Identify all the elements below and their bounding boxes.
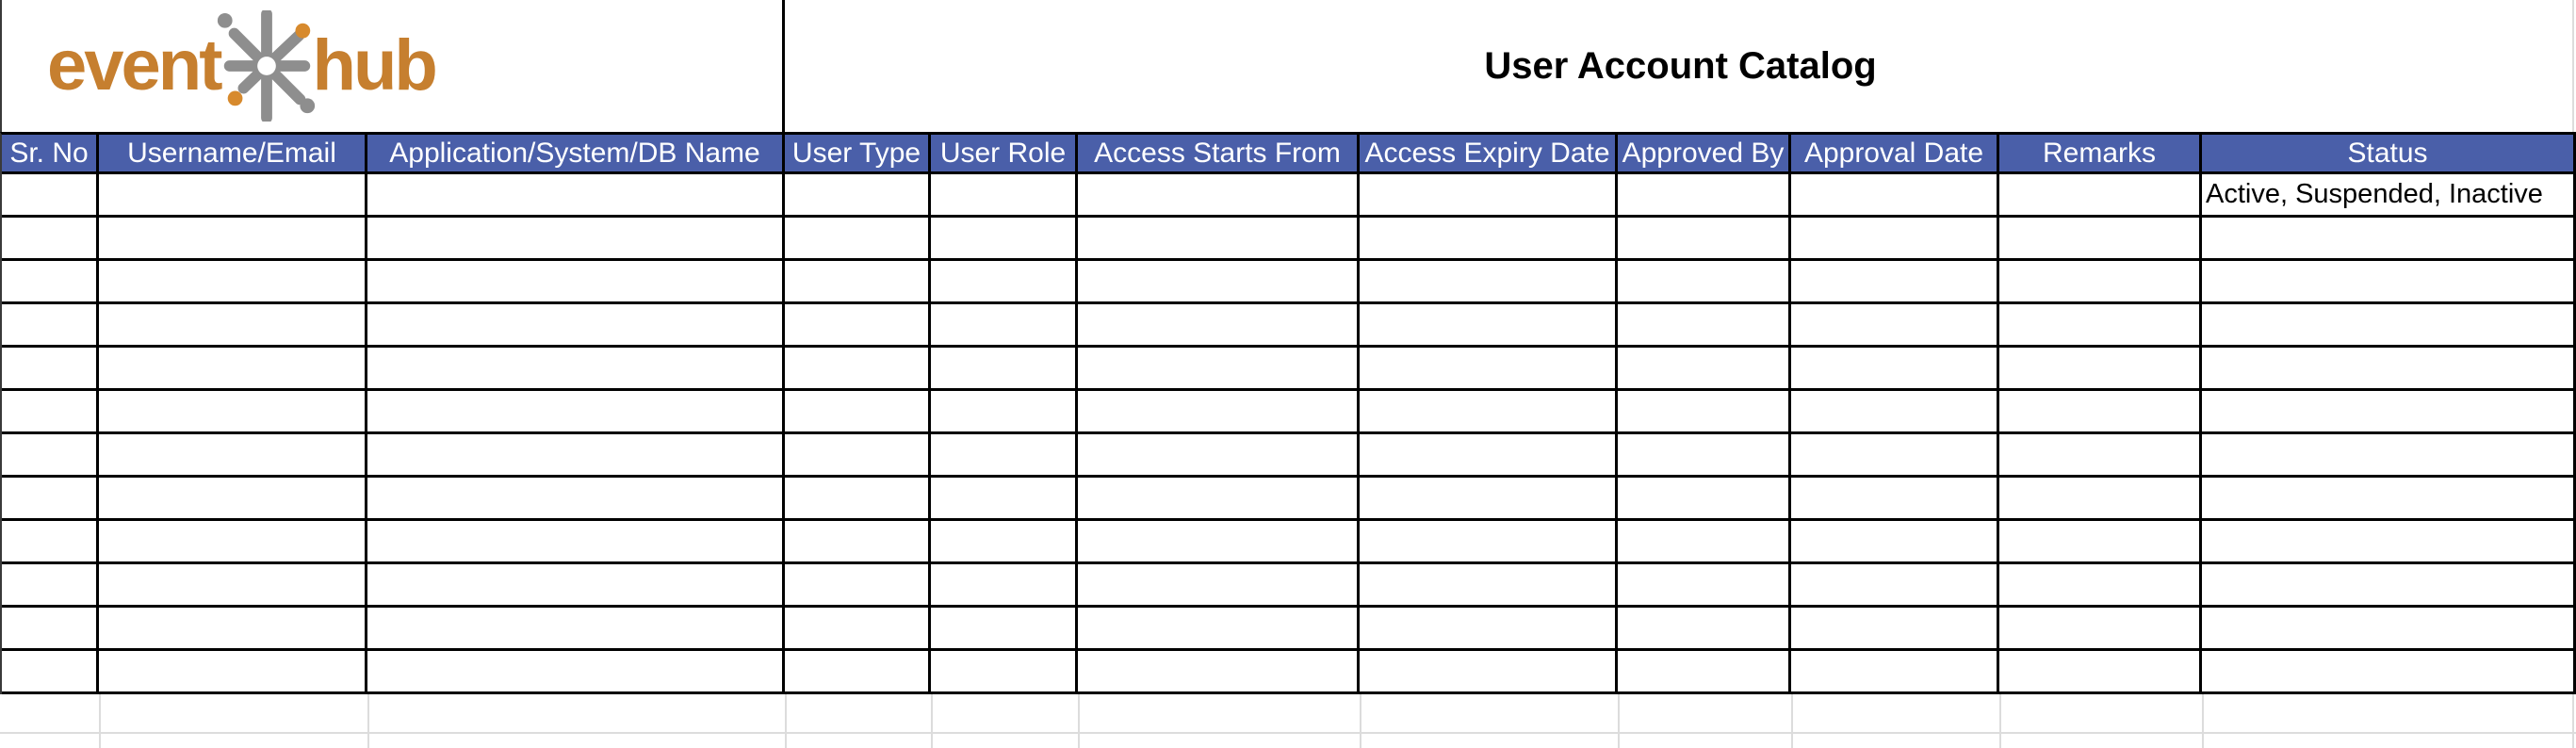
table-cell[interactable] [1618, 174, 1791, 218]
table-cell[interactable] [1618, 304, 1791, 348]
table-cell[interactable] [2202, 434, 2576, 478]
table-cell[interactable] [2, 174, 99, 218]
gridline [0, 732, 2576, 734]
user-account-table [0, 132, 2576, 694]
table-row [2, 304, 2576, 348]
table-cell[interactable] [931, 434, 1078, 478]
table-row [2, 391, 2576, 434]
logo-text-event: event [47, 25, 220, 106]
table-cell[interactable] [1791, 478, 1999, 521]
page-title: User Account Catalog [1484, 44, 1877, 87]
table-cell[interactable] [1078, 348, 1360, 391]
table-cell[interactable] [367, 608, 785, 651]
table-cell[interactable] [1078, 564, 1360, 608]
table-cell[interactable] [931, 304, 1078, 348]
table-cell[interactable] [1791, 391, 1999, 434]
column-header-access-starts-from: Access Starts From [1078, 135, 1360, 174]
table-cell[interactable] [1078, 218, 1360, 261]
table-cell[interactable] [931, 564, 1078, 608]
table-cell[interactable] [1791, 651, 1999, 694]
table-cell[interactable] [2202, 564, 2576, 608]
table-cell[interactable] [2, 651, 99, 694]
table-cell[interactable] [1999, 261, 2202, 304]
asterisk-burst-icon [211, 10, 322, 122]
table-cell[interactable] [1791, 174, 1999, 218]
logo-text-hub: hub [312, 25, 435, 106]
table-cell[interactable] [99, 348, 367, 391]
table-row [2, 218, 2576, 261]
title-cell [785, 0, 2576, 132]
table-cell[interactable] [2202, 391, 2576, 434]
table-cell[interactable] [1999, 348, 2202, 391]
table-row [2, 261, 2576, 304]
table-cell[interactable] [2, 608, 99, 651]
table-cell[interactable] [785, 608, 931, 651]
table-cell[interactable] [1618, 651, 1791, 694]
table-cell[interactable] [1360, 218, 1618, 261]
table-cell[interactable] [1360, 608, 1618, 651]
eventhub-logo [47, 10, 435, 122]
table-header-row [2, 135, 2576, 174]
column-header-sr-no: Sr. No [2, 135, 99, 174]
table-cell[interactable] [2202, 304, 2576, 348]
table-cell[interactable] [1360, 391, 1618, 434]
table-cell[interactable] [785, 478, 931, 521]
gridline [2572, 0, 2574, 132]
table-cell[interactable] [99, 434, 367, 478]
table-cell[interactable] [99, 304, 367, 348]
table-cell[interactable] [785, 651, 931, 694]
table-cell[interactable] [785, 174, 931, 218]
table-cell[interactable] [367, 348, 785, 391]
table-row [2, 608, 2576, 651]
column-header-access-expiry-date: Access Expiry Date [1360, 135, 1618, 174]
gridline [2572, 694, 2574, 748]
table-cell[interactable] [1791, 218, 1999, 261]
table-cell[interactable] [2202, 478, 2576, 521]
table-cell[interactable] [2, 391, 99, 434]
table-cell[interactable] [2202, 261, 2576, 304]
table-cell[interactable] [931, 391, 1078, 434]
table-cell[interactable] [1618, 218, 1791, 261]
gridline [1078, 694, 1080, 748]
table-cell[interactable] [1618, 261, 1791, 304]
table-cell[interactable] [2, 434, 99, 478]
table-cell[interactable] [785, 304, 931, 348]
table-cell[interactable] [931, 608, 1078, 651]
table-cell[interactable] [1791, 608, 1999, 651]
table-cell[interactable] [1078, 608, 1360, 651]
table-cell[interactable] [1618, 521, 1791, 564]
table-cell[interactable] [1791, 564, 1999, 608]
table-cell[interactable] [367, 174, 785, 218]
table-cell[interactable] [367, 218, 785, 261]
table-row [2, 174, 2576, 218]
table-cell[interactable] [785, 218, 931, 261]
table-cell[interactable] [2, 304, 99, 348]
table-cell[interactable] [785, 564, 931, 608]
table-cell[interactable] [1078, 391, 1360, 434]
table-cell[interactable] [1078, 174, 1360, 218]
table-cell[interactable] [931, 651, 1078, 694]
table-cell[interactable] [1360, 564, 1618, 608]
column-header-username-email: Username/Email [99, 135, 367, 174]
table-cell[interactable] [367, 478, 785, 521]
table-cell[interactable] [1618, 348, 1791, 391]
table-cell[interactable] [1078, 478, 1360, 521]
table-cell[interactable] [1999, 521, 2202, 564]
table-cell[interactable] [785, 434, 931, 478]
table-cell[interactable] [785, 391, 931, 434]
table-row [2, 434, 2576, 478]
table-cell[interactable] [2, 564, 99, 608]
table-cell[interactable] [99, 391, 367, 434]
table-cell[interactable] [367, 521, 785, 564]
table-cell[interactable] [2202, 218, 2576, 261]
table-cell[interactable] [931, 348, 1078, 391]
table-cell[interactable] [99, 261, 367, 304]
table-cell[interactable] [2202, 348, 2576, 391]
gridline [1618, 694, 1620, 748]
table-cell[interactable] [99, 564, 367, 608]
table-cell[interactable] [1618, 434, 1791, 478]
gridline [1360, 694, 1361, 748]
table-cell[interactable] [1999, 218, 2202, 261]
table-cell[interactable] [2, 218, 99, 261]
table-cell[interactable] [99, 608, 367, 651]
table-cell[interactable] [1791, 304, 1999, 348]
table-cell[interactable] [1360, 521, 1618, 564]
table-cell[interactable] [1791, 261, 1999, 304]
table-cell[interactable] [1360, 304, 1618, 348]
column-header-approval-date: Approval Date [1791, 135, 1999, 174]
gridline [1791, 694, 1793, 748]
table-cell[interactable] [931, 174, 1078, 218]
gridline [931, 694, 933, 748]
table-cell[interactable] [1999, 608, 2202, 651]
table-cell[interactable] [1618, 391, 1791, 434]
table-cell[interactable] [99, 218, 367, 261]
table-body [2, 174, 2576, 694]
top-band [0, 0, 2576, 132]
sheet-gridlines-area [0, 694, 2576, 748]
gridline [1999, 694, 2001, 748]
table-cell[interactable] [2, 521, 99, 564]
table-cell[interactable] [1999, 304, 2202, 348]
table-row [2, 478, 2576, 521]
table-cell[interactable] [1791, 521, 1999, 564]
table-row [2, 564, 2576, 608]
column-header-approved-by: Approved By [1618, 135, 1791, 174]
table-cell[interactable] [785, 261, 931, 304]
table-cell[interactable] [1360, 261, 1618, 304]
table-cell[interactable] [1999, 478, 2202, 521]
table-cell[interactable] [1999, 564, 2202, 608]
table-cell[interactable] [1078, 434, 1360, 478]
column-header-remarks: Remarks [1999, 135, 2202, 174]
table-cell[interactable] [1360, 174, 1618, 218]
table-cell[interactable] [2, 478, 99, 521]
table-cell[interactable] [2202, 651, 2576, 694]
table-cell[interactable] [367, 391, 785, 434]
gridline [2202, 694, 2204, 748]
table-cell[interactable] [1618, 478, 1791, 521]
table-cell[interactable] [1360, 651, 1618, 694]
table-row [2, 521, 2576, 564]
table-cell[interactable] [931, 478, 1078, 521]
gridline [99, 694, 101, 748]
column-header-application-system-db-name: Application/System/DB Name [367, 135, 785, 174]
table-cell[interactable] [1360, 434, 1618, 478]
table-cell[interactable] [1078, 521, 1360, 564]
table-cell[interactable] [1999, 434, 2202, 478]
column-header-status: Status [2202, 135, 2576, 174]
table-cell[interactable] [367, 564, 785, 608]
table-cell[interactable] [99, 174, 367, 218]
table-cell[interactable] [1791, 434, 1999, 478]
table-cell[interactable] [785, 348, 931, 391]
table-cell[interactable] [1360, 478, 1618, 521]
table-cell[interactable] [99, 651, 367, 694]
table-cell[interactable] [367, 304, 785, 348]
table-cell[interactable] [931, 261, 1078, 304]
table-cell[interactable] [1999, 174, 2202, 218]
table-cell[interactable] [931, 521, 1078, 564]
column-header-user-role: User Role [931, 135, 1078, 174]
table-row [2, 651, 2576, 694]
table-cell[interactable] [1999, 391, 2202, 434]
table-cell[interactable] [2202, 521, 2576, 564]
table-cell[interactable] [99, 478, 367, 521]
table-cell[interactable] [785, 521, 931, 564]
table-cell[interactable] [1791, 348, 1999, 391]
table-cell[interactable] [367, 651, 785, 694]
table-cell[interactable] [1618, 608, 1791, 651]
table-cell[interactable] [1360, 348, 1618, 391]
column-header-user-type: User Type [785, 135, 931, 174]
gridline [367, 694, 369, 748]
table-cell[interactable] [931, 218, 1078, 261]
status-options-cell[interactable]: Active, Suspended, Inactive [2202, 174, 2576, 218]
table-cell[interactable] [367, 434, 785, 478]
gridline [785, 694, 787, 748]
table-cell[interactable] [1078, 304, 1360, 348]
table-cell[interactable] [1078, 651, 1360, 694]
table-cell[interactable] [1999, 651, 2202, 694]
table-row [2, 348, 2576, 391]
table-cell[interactable] [99, 521, 367, 564]
table-cell[interactable] [367, 261, 785, 304]
table-cell[interactable] [1618, 564, 1791, 608]
table-cell[interactable] [2202, 608, 2576, 651]
table-cell[interactable] [1078, 261, 1360, 304]
table-cell[interactable] [2, 348, 99, 391]
logo-cell [0, 0, 785, 132]
table-cell[interactable] [2, 261, 99, 304]
